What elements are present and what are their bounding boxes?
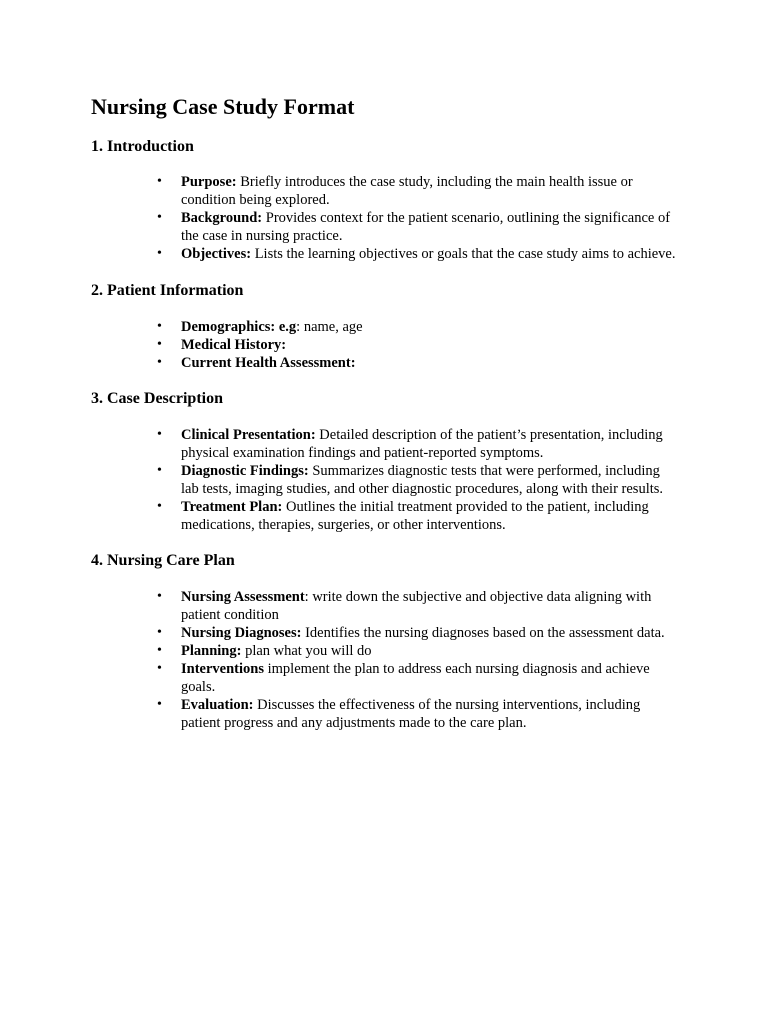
item-term: Nursing Diagnoses:	[181, 625, 302, 641]
list-item	[181, 354, 681, 372]
list-item	[181, 696, 681, 732]
bullet-list	[91, 588, 681, 732]
section-heading: 4. Nursing Care Plan	[91, 552, 235, 569]
item-term: Objectives:	[181, 246, 252, 262]
item-text: Lists the learning objectives or goals that the case study aims to achieve.	[251, 246, 676, 262]
item-term: Nursing Assessment	[181, 589, 305, 605]
list-item	[181, 426, 681, 462]
item-term: Current Health Assessment:	[181, 355, 356, 371]
section-heading: 1. Introduction	[91, 138, 194, 155]
list-item	[181, 209, 681, 245]
item-text: implement the plan to address each nursing diagnosis and achieve goals.	[181, 661, 650, 695]
list-item	[181, 642, 681, 660]
item-text: Briefly introduces the case study, including the main health issue or condition being explored.	[181, 174, 633, 208]
item-text: Discusses the effectiveness of the nursing interventions, including patient progress and any adjustments made to the care plan.	[181, 697, 641, 731]
bullet-list	[91, 426, 681, 534]
item-term: Medical History:	[181, 337, 287, 353]
list-item	[181, 624, 681, 642]
list-item	[181, 336, 681, 354]
document-page	[91, 92, 681, 732]
list-item	[181, 660, 681, 696]
document-title: Nursing Case Study Format	[91, 94, 355, 119]
section-patient-information	[91, 280, 681, 372]
list-item	[181, 462, 681, 498]
section-heading: 3. Case Description	[91, 390, 223, 407]
item-text: Outlines the initial treatment provided to the patient, including medications, therapies, surgeries, or other interventions.	[181, 499, 649, 533]
section-nursing-care-plan	[91, 550, 681, 732]
item-text: : name, age	[296, 319, 363, 335]
list-item	[181, 498, 681, 534]
item-text: Provides context for the patient scenario, outlining the significance of the case in nursing practice.	[181, 210, 671, 244]
section-heading: 2. Patient Information	[91, 282, 244, 299]
item-term: Background:	[181, 210, 263, 226]
item-text: : write down the subjective and objective data aligning with patient condition	[181, 589, 652, 623]
bullet-list	[91, 318, 681, 372]
item-term: Demographics: e.g	[181, 319, 297, 335]
section-introduction	[91, 136, 681, 263]
item-term: Evaluation:	[181, 697, 254, 713]
list-item	[181, 245, 681, 263]
item-term: Purpose:	[181, 174, 237, 190]
item-term: Clinical Presentation:	[181, 427, 316, 443]
item-text: Detailed description of the patient’s presentation, including physical examination findings and patient-reported symptoms.	[181, 427, 663, 461]
list-item	[181, 318, 681, 336]
bullet-list	[91, 173, 681, 263]
section-case-description	[91, 388, 681, 534]
item-term: Diagnostic Findings:	[181, 463, 309, 479]
item-text: Identifies the nursing diagnoses based on the assessment data.	[301, 625, 665, 641]
list-item	[181, 173, 681, 209]
item-term: Planning:	[181, 643, 242, 659]
list-item	[181, 588, 681, 624]
item-term: Interventions	[181, 661, 264, 677]
item-term: Treatment Plan:	[181, 499, 283, 515]
item-text: plan what you will do	[241, 643, 372, 659]
item-text: Summarizes diagnostic tests that were performed, including lab tests, imaging studies, and other diagnostic procedures, along with their results.	[181, 463, 664, 497]
